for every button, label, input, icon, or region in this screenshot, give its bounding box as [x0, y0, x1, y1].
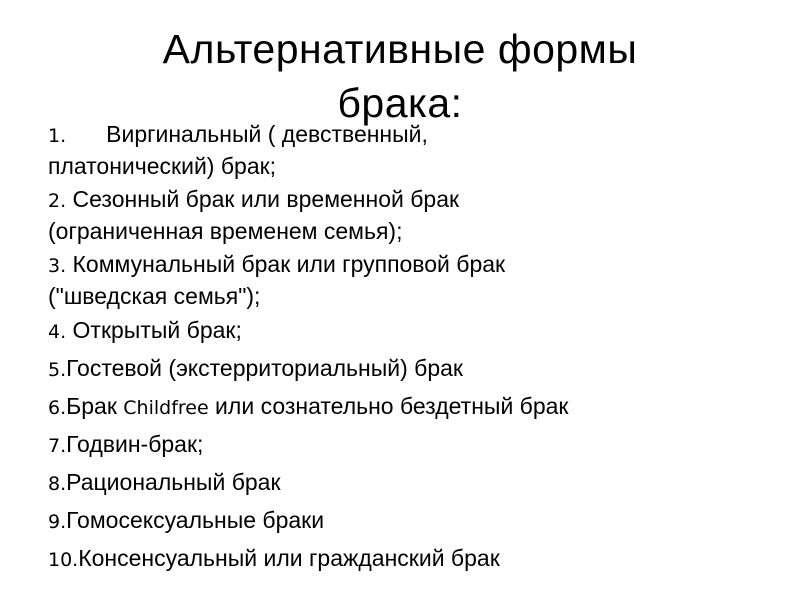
list-item-6-number: 6.: [48, 397, 67, 419]
list-item-10-number: 10.: [48, 549, 79, 571]
list-item-5-number: 5.: [48, 359, 67, 381]
list-item-1-line-1: [48, 119, 768, 151]
list-item-2-text: Сезонный брак или временной брак: [66, 186, 460, 212]
list-item-1: [48, 119, 768, 181]
list-item-3-line-2: ("шведская семья");: [48, 283, 261, 309]
list-item-2-line-1: [48, 184, 768, 216]
marriage-forms-list: [48, 119, 768, 577]
list-item-3-text: Коммунальный брак или групповой брак: [66, 251, 506, 277]
list-item-3: [48, 249, 768, 311]
list-item-6-suffix: или сознательно бездетный брак: [208, 393, 569, 419]
list-item-3-line-1: [48, 249, 768, 281]
list-item-7: [48, 428, 768, 463]
slide-title: [0, 22, 800, 130]
list-item-1-number: 1.: [48, 125, 67, 147]
list-item-5: [48, 352, 768, 387]
slide-title-line-1: Альтернативные формы: [162, 26, 638, 72]
list-item-6: [48, 390, 768, 425]
list-item-5-text: Гостевой (экстерриториальный) брак: [66, 355, 463, 381]
list-item-10: [48, 542, 768, 577]
list-item-2: [48, 184, 768, 246]
list-item-1-line-2: платонический) брак;: [48, 153, 277, 179]
list-item-9-text: Гомосексуальные браки: [66, 507, 325, 533]
list-item-2-line-2: (ограниченная временем семья);: [48, 218, 403, 244]
list-item-3-number: 3.: [48, 255, 67, 277]
list-item-6-prefix: Брак: [66, 393, 124, 419]
list-item-4-number: 4.: [48, 321, 67, 343]
list-item-6-latin: Childfree: [123, 397, 209, 419]
list-item-4: [48, 314, 768, 349]
list-item-4-text: Открытый брак;: [66, 317, 242, 343]
list-item-8-number: 8.: [48, 473, 67, 495]
list-item-9: [48, 504, 768, 539]
list-item-8-text: Рациональный брак: [66, 469, 281, 495]
list-item-1-text: Виргинальный ( девственный,: [106, 121, 428, 147]
list-item-7-number: 7.: [48, 435, 67, 457]
list-item-10-text: Консенсуальный или гражданский брак: [78, 545, 500, 571]
list-item-7-text: Годвин-брак;: [66, 431, 204, 457]
slide-title-line-2: брака:: [337, 80, 463, 126]
list-item-8: [48, 466, 768, 501]
list-item-2-number: 2.: [48, 190, 67, 212]
list-item-9-number: 9.: [48, 511, 67, 533]
